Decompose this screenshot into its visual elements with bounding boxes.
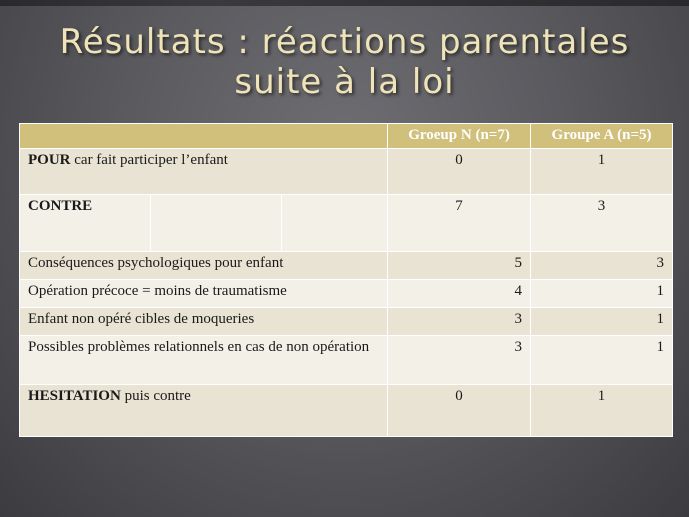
slide-title [0, 22, 689, 102]
cell-groupe-n: 7 [388, 195, 531, 252]
empty-cell [282, 195, 388, 252]
cell-groupe-n: 3 [388, 308, 531, 336]
cell-groupe-n: 4 [388, 280, 531, 308]
row-label-rest: puis contre [120, 388, 191, 404]
header-cell-empty [20, 124, 388, 149]
row-label: Conséquences psychologiques pour enfant [20, 252, 388, 280]
cell-groupe-a: 1 [531, 280, 673, 308]
row-label-bold: HESITATION [28, 388, 121, 404]
row-label [20, 149, 388, 195]
slide-title-line-1: Résultats : réactions parentales [59, 22, 630, 62]
row-label-bold: CONTRE [28, 198, 93, 214]
table-row [20, 280, 673, 308]
cell-groupe-n: 3 [388, 336, 531, 385]
table-row [20, 385, 673, 437]
table-row [20, 252, 673, 280]
cell-groupe-a: 1 [531, 336, 673, 385]
row-label-bold: POUR [28, 152, 71, 168]
cell-groupe-n: 0 [388, 385, 531, 437]
cell-groupe-a: 3 [531, 252, 673, 280]
table-header-row [20, 124, 673, 149]
row-label: Enfant non opéré cibles de moqueries [20, 308, 388, 336]
row-label: Opération précoce = moins de traumatisme [20, 280, 388, 308]
table-row [20, 195, 673, 252]
header-cell-groupe-n: Groeup N (n=7) [388, 124, 531, 149]
cell-groupe-n: 5 [388, 252, 531, 280]
row-label [20, 385, 388, 437]
header-cell-groupe-a: Groupe A (n=5) [531, 124, 673, 149]
top-bar [0, 0, 689, 6]
results-table [19, 123, 673, 437]
slide-title-line-2: suite à la loi [234, 62, 455, 102]
cell-groupe-a: 3 [531, 195, 673, 252]
table-row [20, 336, 673, 385]
empty-cell [151, 195, 282, 252]
row-label-rest: car fait participer l’enfant [70, 152, 228, 168]
cell-groupe-a: 1 [531, 149, 673, 195]
cell-groupe-n: 0 [388, 149, 531, 195]
table-row [20, 308, 673, 336]
cell-groupe-a: 1 [531, 308, 673, 336]
table-row [20, 149, 673, 195]
row-label [20, 195, 151, 252]
row-label: Possibles problèmes relationnels en cas de non opération [20, 336, 388, 385]
cell-groupe-a: 1 [531, 385, 673, 437]
